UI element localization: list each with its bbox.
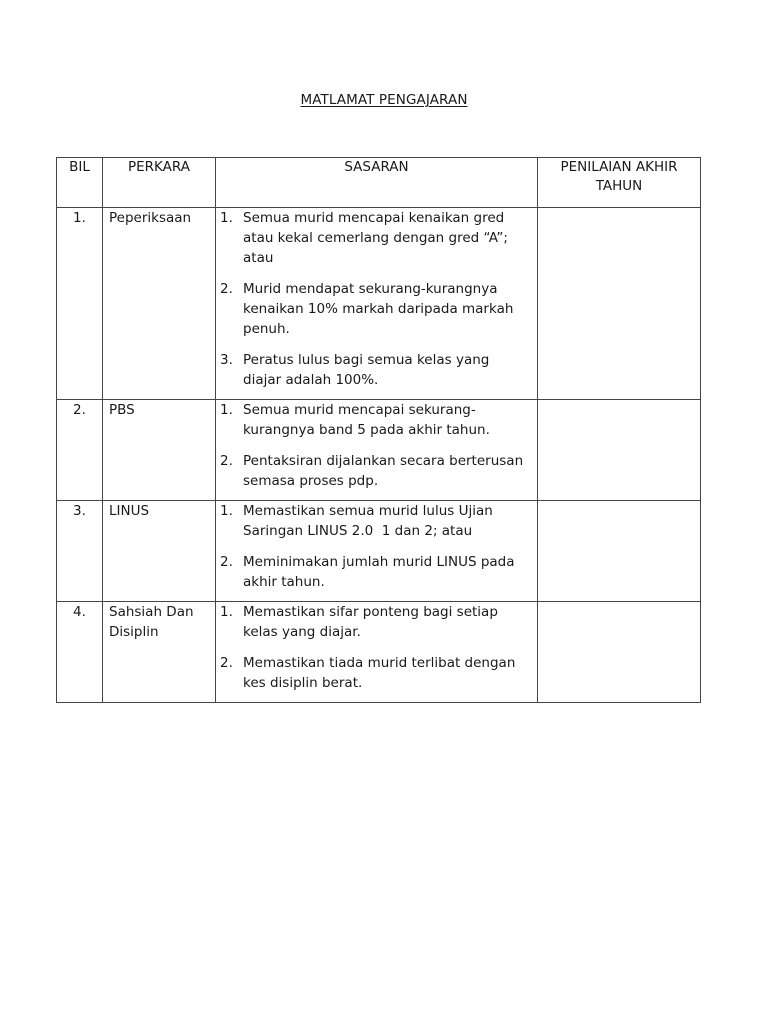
row-perkara: Peperiksaan (103, 208, 216, 400)
goals-table (56, 157, 701, 703)
header-penilaian: PENILAIAN AKHIR TAHUN (538, 158, 701, 208)
list-item: 1. Memastikan sifar ponteng bagi setiap kelas yang diajar. (220, 604, 498, 640)
sasaran-list (216, 208, 537, 390)
row-number: 3. (57, 501, 103, 602)
list-item: 2. Meminimakan jumlah murid LINUS pada akhir tahun. (220, 554, 515, 590)
row-perkara: Sahsiah Dan Disiplin (103, 602, 216, 703)
header-sasaran: SASARAN (216, 158, 538, 208)
row-sasaran (216, 400, 538, 501)
table-row (57, 501, 701, 602)
table-row (57, 400, 701, 501)
row-number: 2. (57, 400, 103, 501)
list-item: 1. Semua murid mencapai kenaikan gred atau kekal cemerlang dengan gred “A”; atau (220, 210, 508, 266)
row-perkara: LINUS (103, 501, 216, 602)
list-item: 3. Peratus lulus bagi semua kelas yang diajar adalah 100%. (220, 352, 490, 388)
list-item: 2. Memastikan tiada murid terlibat dengan kes disiplin berat. (220, 655, 516, 691)
header-bil: BIL (57, 158, 103, 208)
header-perkara: PERKARA (103, 158, 216, 208)
row-penilaian (538, 602, 701, 703)
row-perkara: PBS (103, 400, 216, 501)
table-header-row (57, 158, 701, 208)
sasaran-list (216, 400, 537, 491)
table-row (57, 602, 701, 703)
list-item: 1. Semua murid mencapai sekurang-kurangnya band 5 pada akhir tahun. (220, 402, 490, 438)
row-penilaian (538, 208, 701, 400)
list-item: 1. Memastikan semua murid lulus Ujian Saringan LINUS 2.0 1 dan 2; atau (220, 503, 498, 539)
row-number: 4. (57, 602, 103, 703)
list-item: 2. Murid mendapat sekurang-kurangnya kenaikan 10% markah daripada markah penuh. (220, 281, 514, 337)
row-penilaian (538, 501, 701, 602)
sasaran-list (216, 602, 537, 693)
row-sasaran (216, 501, 538, 602)
row-sasaran (216, 602, 538, 703)
table-row (57, 208, 701, 400)
sasaran-list (216, 501, 537, 592)
list-item: 2. Pentaksiran dijalankan secara berterusan semasa proses pdp. (220, 453, 524, 489)
page-title: MATLAMAT PENGAJARAN (300, 92, 468, 108)
row-number: 1. (57, 208, 103, 400)
row-sasaran (216, 208, 538, 400)
row-penilaian (538, 400, 701, 501)
